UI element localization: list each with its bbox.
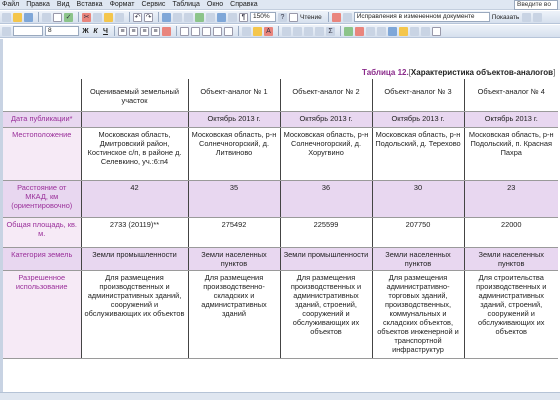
cut-icon[interactable]: ✂ bbox=[83, 13, 90, 21]
font-name-select[interactable] bbox=[13, 26, 43, 36]
hyperlink-icon[interactable] bbox=[162, 13, 171, 22]
table-cell: Земли населенных пунктов bbox=[188, 247, 280, 270]
table-cell: 35 bbox=[188, 180, 280, 217]
table-cell: Октябрь 2013 г. bbox=[188, 111, 280, 127]
row-label: Дата публикации* bbox=[3, 111, 81, 127]
table-cell: Для строительства производственных и административных зданий, строений, сооружений и обслуживающих их объектов bbox=[464, 270, 558, 358]
table-cell: Московская область, р-н Подольский, п. Красная Пахра bbox=[464, 127, 558, 180]
menu-edit[interactable]: Правка bbox=[26, 1, 50, 8]
menu-help[interactable]: Справка bbox=[230, 1, 258, 8]
autoformat-icon[interactable] bbox=[304, 27, 313, 36]
reject-change-icon[interactable] bbox=[355, 27, 364, 36]
reviewing-pane-icon[interactable] bbox=[399, 27, 408, 36]
zoom-select[interactable]: 150% bbox=[250, 12, 276, 22]
reading-layout-icon[interactable] bbox=[289, 13, 298, 22]
show-hide-icon[interactable]: ¶ bbox=[239, 13, 248, 22]
reviewing-icon[interactable] bbox=[343, 13, 352, 22]
table-cell: 22000 bbox=[464, 217, 558, 247]
table-row bbox=[3, 247, 558, 270]
table-caption-text: Характеристика объектов-аналогов bbox=[410, 68, 554, 77]
line-spacing-icon[interactable] bbox=[180, 27, 189, 36]
justify-icon[interactable]: ≡ bbox=[151, 27, 160, 36]
table-cell: Для размещения административно-торговых зданий, производственных, коммунальных и складских объектов, объектов инженерной и транспортной инфраструктур bbox=[372, 270, 464, 358]
new-comment-icon[interactable] bbox=[366, 27, 375, 36]
header-cell: Объект-аналог № 2 bbox=[280, 79, 372, 111]
next-change-icon[interactable] bbox=[533, 13, 542, 22]
toolbar-separator bbox=[238, 26, 239, 36]
menu-bar bbox=[0, 0, 560, 10]
redo-icon[interactable]: ↷ bbox=[145, 13, 152, 21]
track-changes-mode-select[interactable]: Исправления в измененном документе bbox=[354, 12, 490, 22]
table-cell: Октябрь 2013 г. bbox=[280, 111, 372, 127]
print-preview-icon[interactable] bbox=[53, 13, 62, 22]
bookmark-bracket: [ bbox=[408, 68, 411, 77]
table-cell: Московская область, р-н Солнечногорский, д. Литвиново bbox=[188, 127, 280, 180]
bold-button[interactable]: Ж bbox=[82, 27, 89, 35]
table-header-row bbox=[3, 79, 558, 111]
sort-icon[interactable] bbox=[315, 27, 324, 36]
table-cell: Для размещения производственных и административных зданий, строений, сооружений и обслуживающих их объектов bbox=[280, 270, 372, 358]
comparables-table bbox=[3, 79, 558, 359]
format-painter-icon[interactable] bbox=[115, 13, 124, 22]
underline-button[interactable]: Ч bbox=[103, 27, 108, 35]
previous-change-icon[interactable] bbox=[522, 13, 531, 22]
header-cell: Объект-аналог № 4 bbox=[464, 79, 558, 111]
paste-icon[interactable] bbox=[104, 13, 113, 22]
table-cell: Земли населенных пунктов bbox=[464, 247, 558, 270]
toolbar-separator bbox=[340, 26, 341, 36]
menu-window[interactable]: Окно bbox=[206, 1, 224, 8]
table-cell: 225599 bbox=[280, 217, 372, 247]
menu-file[interactable]: Файл bbox=[2, 1, 20, 8]
standard-toolbar bbox=[0, 11, 560, 24]
toolbar-separator bbox=[278, 26, 279, 36]
toolbar-separator bbox=[38, 12, 39, 22]
header-cell: Оцениваемый земельный участок bbox=[81, 79, 188, 111]
table-cell bbox=[81, 111, 188, 127]
table-cell: Октябрь 2013 г. bbox=[464, 111, 558, 127]
formatting-toolbar bbox=[0, 25, 560, 38]
align-right-icon[interactable]: ≡ bbox=[140, 27, 149, 36]
protect-icon[interactable] bbox=[421, 27, 430, 36]
toolbar-separator bbox=[176, 26, 177, 36]
table-cell: 36 bbox=[280, 180, 372, 217]
menu-table[interactable]: Таблица bbox=[172, 1, 200, 8]
help-search-input[interactable]: Введите во bbox=[514, 0, 558, 10]
undo-icon[interactable]: ↶ bbox=[134, 13, 141, 21]
highlight-changes-icon[interactable] bbox=[388, 27, 397, 36]
table-cell: Земли промышленности bbox=[81, 247, 188, 270]
toolbar-separator bbox=[158, 12, 159, 22]
bookmark-bracket: ] bbox=[553, 68, 556, 77]
copy-icon[interactable] bbox=[93, 13, 102, 22]
header-cell bbox=[3, 79, 81, 111]
table-cell: Земли промышленности bbox=[280, 247, 372, 270]
highlight-icon[interactable] bbox=[253, 27, 262, 36]
print-icon[interactable] bbox=[42, 13, 51, 22]
selected-style-icon[interactable] bbox=[162, 27, 171, 36]
table-cell: 275492 bbox=[188, 217, 280, 247]
bullets-icon[interactable] bbox=[202, 27, 211, 36]
table-caption bbox=[362, 68, 555, 77]
table-cell: Октябрь 2013 г. bbox=[372, 111, 464, 127]
align-center-icon[interactable]: ≡ bbox=[129, 27, 138, 36]
more-buttons-icon[interactable] bbox=[432, 27, 441, 36]
accept-change-icon[interactable] bbox=[344, 27, 353, 36]
document-map-icon[interactable] bbox=[228, 13, 237, 22]
cell-align-icon[interactable] bbox=[293, 27, 302, 36]
previous-comment-icon[interactable] bbox=[377, 27, 386, 36]
row-label: Категория земель bbox=[3, 247, 81, 270]
spelling-icon[interactable]: ✓ bbox=[65, 13, 72, 21]
open-folder-icon[interactable] bbox=[13, 13, 22, 22]
align-left-icon[interactable]: ≡ bbox=[118, 27, 127, 36]
horizontal-scrollbar[interactable] bbox=[0, 392, 560, 400]
row-label: Разрешенное использование bbox=[3, 270, 81, 358]
table-cell: 30 bbox=[372, 180, 464, 217]
table-cell: Московская область, Дмитровский район, Костинское с/п, в районе д. Селевкино, уч.:6:п4 bbox=[81, 127, 188, 180]
toolbar-separator bbox=[78, 12, 79, 22]
table-row bbox=[3, 111, 558, 127]
toolbar-separator bbox=[114, 26, 115, 36]
table-row bbox=[3, 217, 558, 247]
header-cell: Объект-аналог № 1 bbox=[188, 79, 280, 111]
new-document-icon[interactable] bbox=[2, 13, 11, 22]
reading-mode-button[interactable]: Чтение bbox=[300, 13, 322, 21]
row-label: Общая площадь, кв. м. bbox=[3, 217, 81, 247]
header-cell: Объект-аналог № 3 bbox=[372, 79, 464, 111]
increase-indent-icon[interactable] bbox=[224, 27, 233, 36]
toolbar-separator bbox=[328, 12, 329, 22]
toolbar-separator bbox=[129, 12, 130, 22]
menu-tools[interactable]: Сервис bbox=[141, 1, 166, 8]
drawing-icon[interactable] bbox=[217, 13, 226, 22]
italic-button[interactable]: К bbox=[93, 27, 98, 35]
numbering-icon[interactable] bbox=[191, 27, 200, 36]
row-label: Местоположение bbox=[3, 127, 81, 180]
table-cell: Для размещения производственно-складских и административных зданий bbox=[188, 270, 280, 358]
borders-icon[interactable] bbox=[242, 27, 251, 36]
compare-icon[interactable] bbox=[410, 27, 419, 36]
decrease-indent-icon[interactable] bbox=[213, 27, 222, 36]
table-cell: 42 bbox=[81, 180, 188, 217]
table-cell: Для размещения производственных и административных зданий, сооружений и обслуживающих их объектов bbox=[81, 270, 188, 358]
menu-format[interactable]: Формат bbox=[109, 1, 135, 8]
show-markup-button[interactable]: Показать bbox=[491, 13, 520, 21]
insert-table-icon[interactable] bbox=[184, 13, 193, 22]
save-icon[interactable] bbox=[24, 13, 33, 22]
columns-icon[interactable] bbox=[206, 13, 215, 22]
styles-icon[interactable] bbox=[2, 27, 11, 36]
table-row bbox=[3, 127, 558, 180]
table-row bbox=[3, 180, 558, 217]
font-size-select[interactable]: 8 bbox=[45, 26, 79, 36]
table-cell: Московская область, р-н Солнечногорский, д. Хоругвино bbox=[280, 127, 372, 180]
tables-borders-icon[interactable] bbox=[173, 13, 182, 22]
menu-insert[interactable]: Вставка bbox=[76, 1, 103, 8]
track-changes-icon[interactable] bbox=[332, 13, 341, 22]
table-row bbox=[3, 270, 558, 358]
table-cell: Московская область, р-н Подольский, д. Терехово bbox=[372, 127, 464, 180]
insert-excel-icon[interactable] bbox=[195, 13, 204, 22]
table-cell: 23 bbox=[464, 180, 558, 217]
sum-icon[interactable]: Σ bbox=[326, 27, 335, 36]
table-cell: 2733 (20119)** bbox=[81, 217, 188, 247]
menu-view[interactable]: Вид bbox=[56, 1, 70, 8]
table-cell: 207750 bbox=[372, 217, 464, 247]
table-cell: Земли населенных пунктов bbox=[372, 247, 464, 270]
font-color-icon[interactable]: A bbox=[264, 27, 273, 36]
help-icon[interactable]: ? bbox=[278, 13, 287, 22]
table-caption-number: Таблица 12. bbox=[362, 68, 409, 77]
row-label: Расстояние от МКАД, км (ориентировочно) bbox=[3, 180, 81, 217]
text-direction-icon[interactable] bbox=[282, 27, 291, 36]
